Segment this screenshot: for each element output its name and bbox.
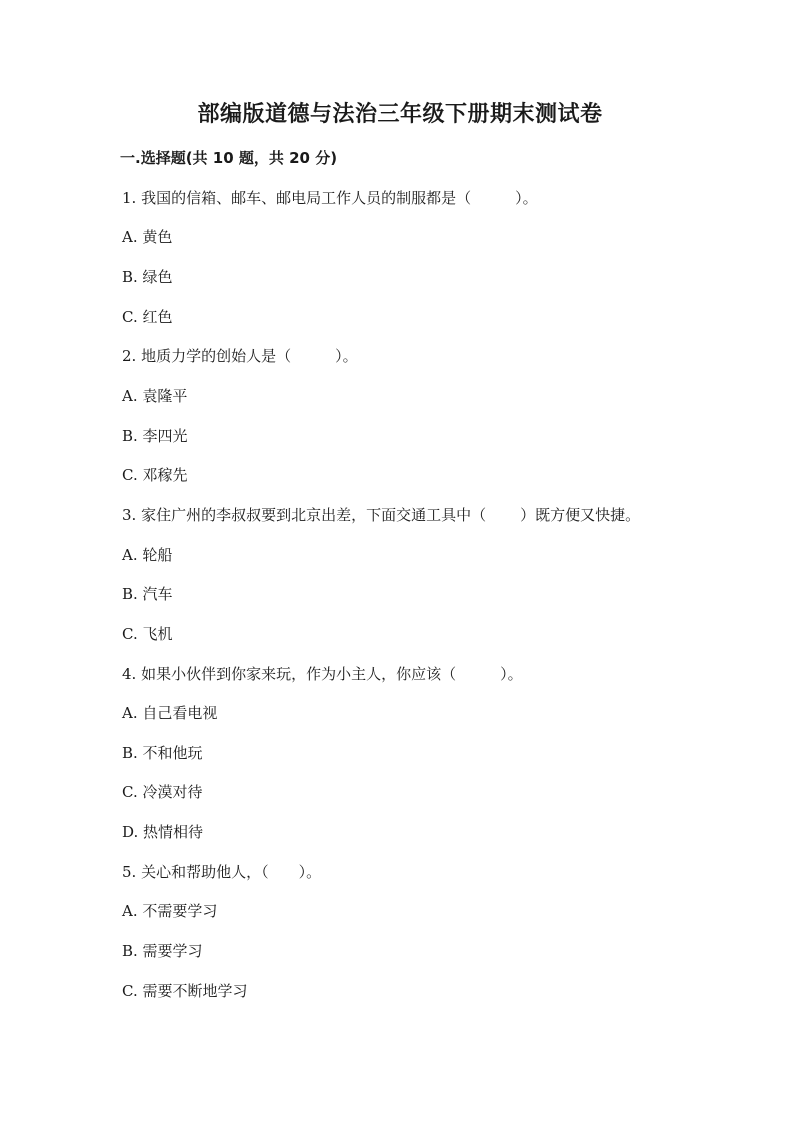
option: B. 不和他玩 (122, 744, 203, 762)
option: C. 红色 (122, 308, 173, 326)
question-stem-text: 5. 关心和帮助他人，（ (122, 863, 269, 881)
option: A. 袁隆平 (122, 387, 188, 405)
question-3-stem (122, 505, 640, 525)
option: A. 黄色 (122, 228, 173, 246)
option: C. 冷漠对待 (122, 783, 203, 801)
page-title: 部编版道德与法治三年级下册期末测试卷 (197, 101, 603, 127)
question-stem-text: 3. 家住广州的李叔叔要到北京出差，下面交通工具中（ (122, 506, 487, 524)
option: D. 热情相待 (122, 823, 204, 841)
question-stem-text: 1. 我国的信箱、邮车、邮电局工作人员的制服都是（ (122, 189, 472, 207)
question-stem-text-end: ）。 (298, 863, 322, 881)
question-stem-text: 2. 地质力学的创始人是（ (122, 347, 292, 365)
question-stem-text-end: ）。 (335, 347, 358, 365)
option: B. 需要学习 (122, 942, 203, 960)
question-stem-text-end: ）。 (515, 189, 538, 207)
option: A. 自己看电视 (122, 704, 218, 722)
option: B. 绿色 (122, 268, 173, 286)
question-2-stem (122, 346, 358, 366)
option: B. 汽车 (122, 585, 173, 603)
section-heading: 一.选择题(共 10 题，共 20 分) (120, 149, 338, 167)
option: A. 轮船 (122, 546, 173, 564)
question-stem-text: 4. 如果小伙伴到你家来玩，作为小主人，你应该（ (122, 665, 457, 683)
question-stem-text-end: ）既方便又快捷。 (520, 506, 641, 524)
option: B. 李四光 (122, 427, 188, 445)
option: C. 邓稼先 (122, 466, 188, 484)
question-4-stem (122, 664, 523, 684)
option: C. 需要不断地学习 (122, 982, 248, 1000)
option: A. 不需要学习 (122, 902, 218, 920)
question-stem-text-end: ）。 (500, 665, 523, 683)
question-5-stem (122, 862, 321, 882)
option: C. 飞机 (122, 625, 173, 643)
question-1-stem (122, 188, 538, 208)
